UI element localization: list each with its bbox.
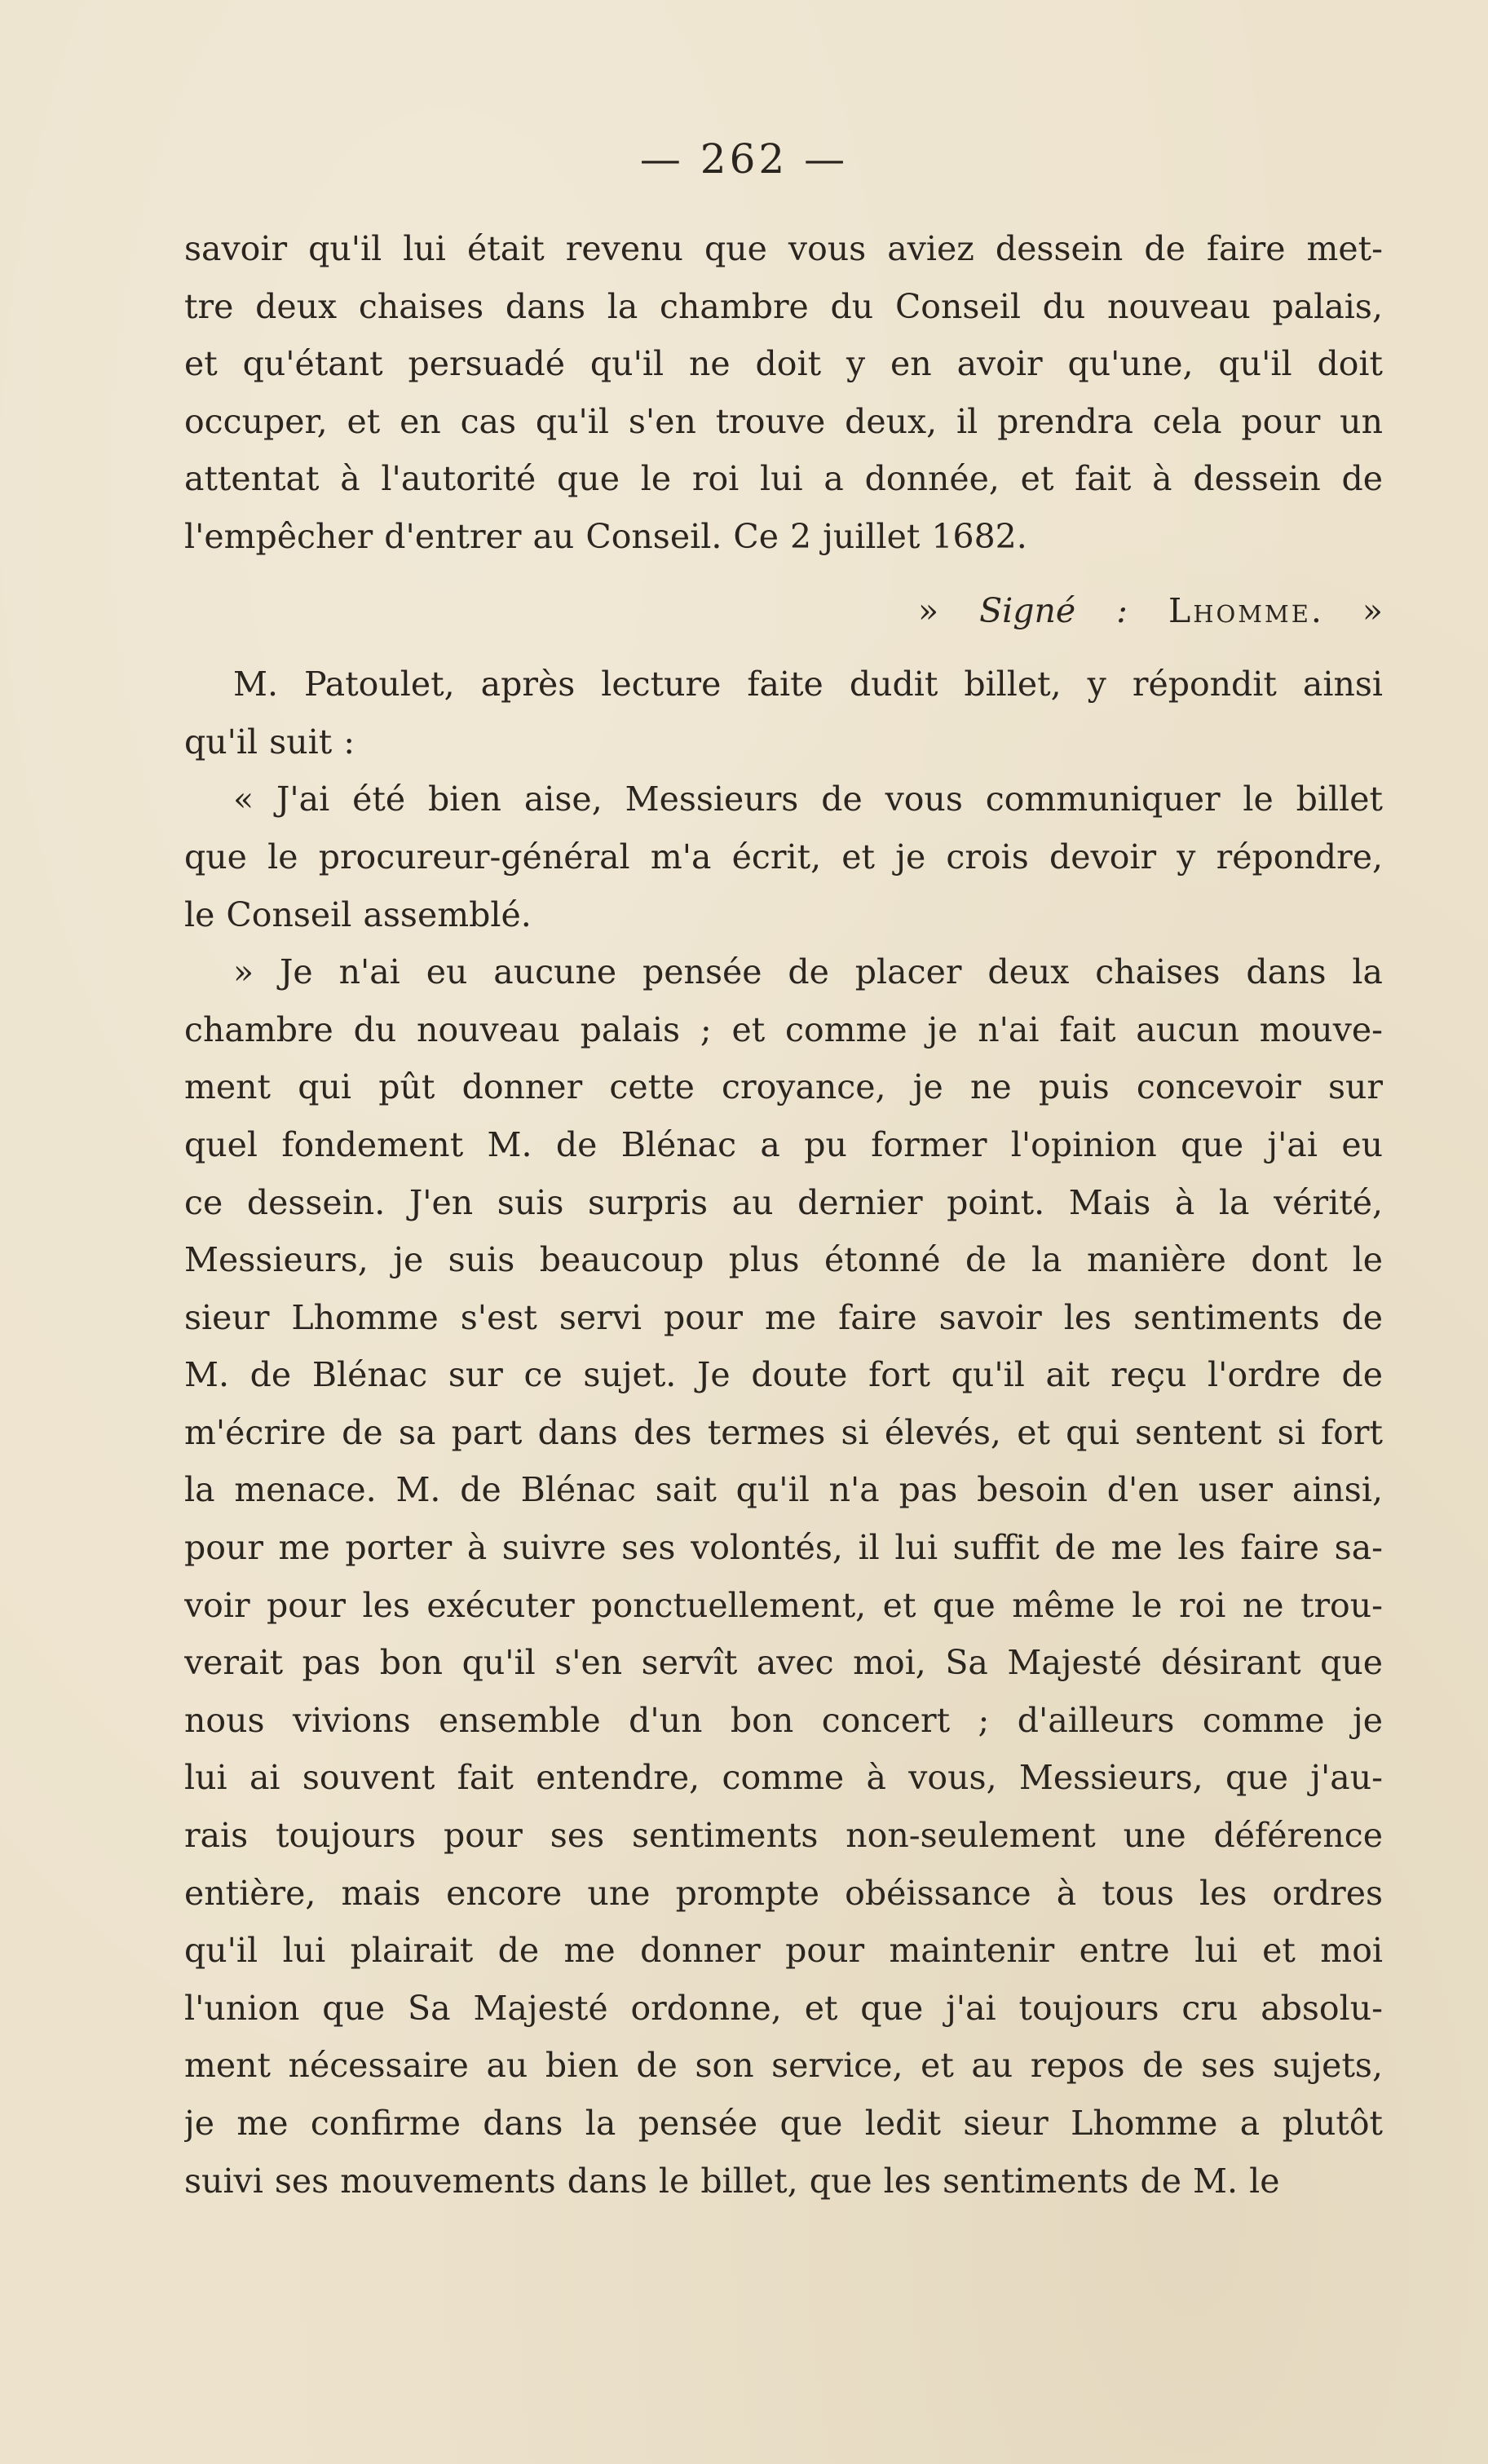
paragraph-letter-end — [184, 220, 1383, 566]
text-line: que le procureur-général m'a écrit, et je crois devoir y répondre, — [184, 837, 1383, 877]
text-line: occuper, et en cas qu'il s'en trouve deux, il prendra cela pour un — [184, 401, 1383, 441]
paragraph-reply-opening — [184, 771, 1383, 943]
text-line: entière, mais encore une prompte obéissance à tous les ordres — [184, 1873, 1383, 1913]
signature-name: Lhomme — [1168, 590, 1311, 630]
text-line: sieur Lhomme s'est servi pour me faire savoir les sentiments de — [184, 1297, 1383, 1337]
signature-line — [184, 582, 1383, 640]
text-line: le Conseil assemblé. — [184, 894, 532, 934]
text-line: m'écrire de sa part dans des termes si élevés, et qui sentent si fort — [184, 1412, 1383, 1452]
text-line: ment qui pût donner cette croyance, je ne puis concevoir sur — [184, 1067, 1383, 1107]
body-text — [184, 220, 1383, 2210]
text-line: savoir qu'il lui était revenu que vous aviez dessein de faire met- — [184, 229, 1383, 268]
text-line: l'empêcher d'entrer au Conseil. Ce 2 juillet 1682. — [184, 516, 1027, 556]
text-line: pour me porter à suivre ses volontés, il lui suffit de me les faire sa- — [184, 1528, 1383, 1568]
text-line: « J'ai été bien aise, Messieurs de vous communiquer le billet — [233, 779, 1383, 819]
text-line: rais toujours pour ses sentiments non-seulement une déférence — [184, 1816, 1383, 1856]
text-line: qu'il suit : — [184, 722, 355, 762]
text-line: voir pour les exécuter ponctuellement, et que même le roi ne trou- — [184, 1585, 1383, 1625]
signature-label: Signé : — [979, 590, 1128, 630]
text-line: ment nécessaire au bien de son service, et au repos de ses sujets, — [184, 2046, 1383, 2086]
text-line: nous vivions ensemble d'un bon concert ; d'ailleurs comme je — [184, 1700, 1383, 1740]
paragraph-patoulet-intro — [184, 656, 1383, 771]
text-line: » Je n'ai eu aucune pensée de placer deux chaises dans la — [233, 952, 1383, 992]
text-line: ce dessein. J'en suis surpris au dernier point. Mais à la vérité, — [184, 1182, 1383, 1222]
text-line: quel fondement M. de Blénac a pu former l'opinion que j'ai eu — [184, 1124, 1383, 1164]
text-line: chambre du nouveau palais ; et comme je n'ai fait aucun mouve- — [184, 1009, 1383, 1049]
paragraph-reply-body — [184, 943, 1383, 2210]
text-line: et qu'étant persuadé qu'il ne doit y en avoir qu'une, qu'il doit — [184, 344, 1383, 384]
text-line: verait pas bon qu'il s'en servît avec moi, Sa Majesté désirant que — [184, 1643, 1383, 1683]
text-line: je me confirme dans la pensée que ledit sieur Lhomme a plutôt — [184, 2104, 1383, 2143]
signature-open-quote: » — [918, 590, 980, 630]
text-line: Messieurs, je suis beaucoup plus étonné de la manière dont le — [184, 1240, 1383, 1280]
text-line: qu'il lui plairait de me donner pour maintenir entre lui et moi — [184, 1931, 1383, 1971]
signature-close-quote: . » — [1310, 590, 1383, 630]
text-line: M. Patoulet, après lecture faite dudit billet, y répondit ainsi — [233, 665, 1383, 704]
text-line: la menace. M. de Blénac sait qu'il n'a pas besoin d'en user ainsi, — [184, 1470, 1383, 1510]
page-number-header: — 262 — — [639, 135, 849, 183]
text-line: M. de Blénac sur ce sujet. Je doute fort qu'il ait reçu l'ordre de — [184, 1355, 1383, 1395]
text-line: suivi ses mouvements dans le billet, que les sentiments de M. le — [184, 2161, 1280, 2201]
text-line: tre deux chaises dans la chambre du Conseil du nouveau palais, — [184, 286, 1383, 326]
text-line: attentat à l'autorité que le roi lui a donnée, et fait à dessein de — [184, 459, 1383, 499]
text-line: lui ai souvent fait entendre, comme à vous, Messieurs, que j'au- — [184, 1758, 1383, 1798]
text-line: l'union que Sa Majesté ordonne, et que j'ai toujours cru absolu- — [184, 1988, 1383, 2028]
